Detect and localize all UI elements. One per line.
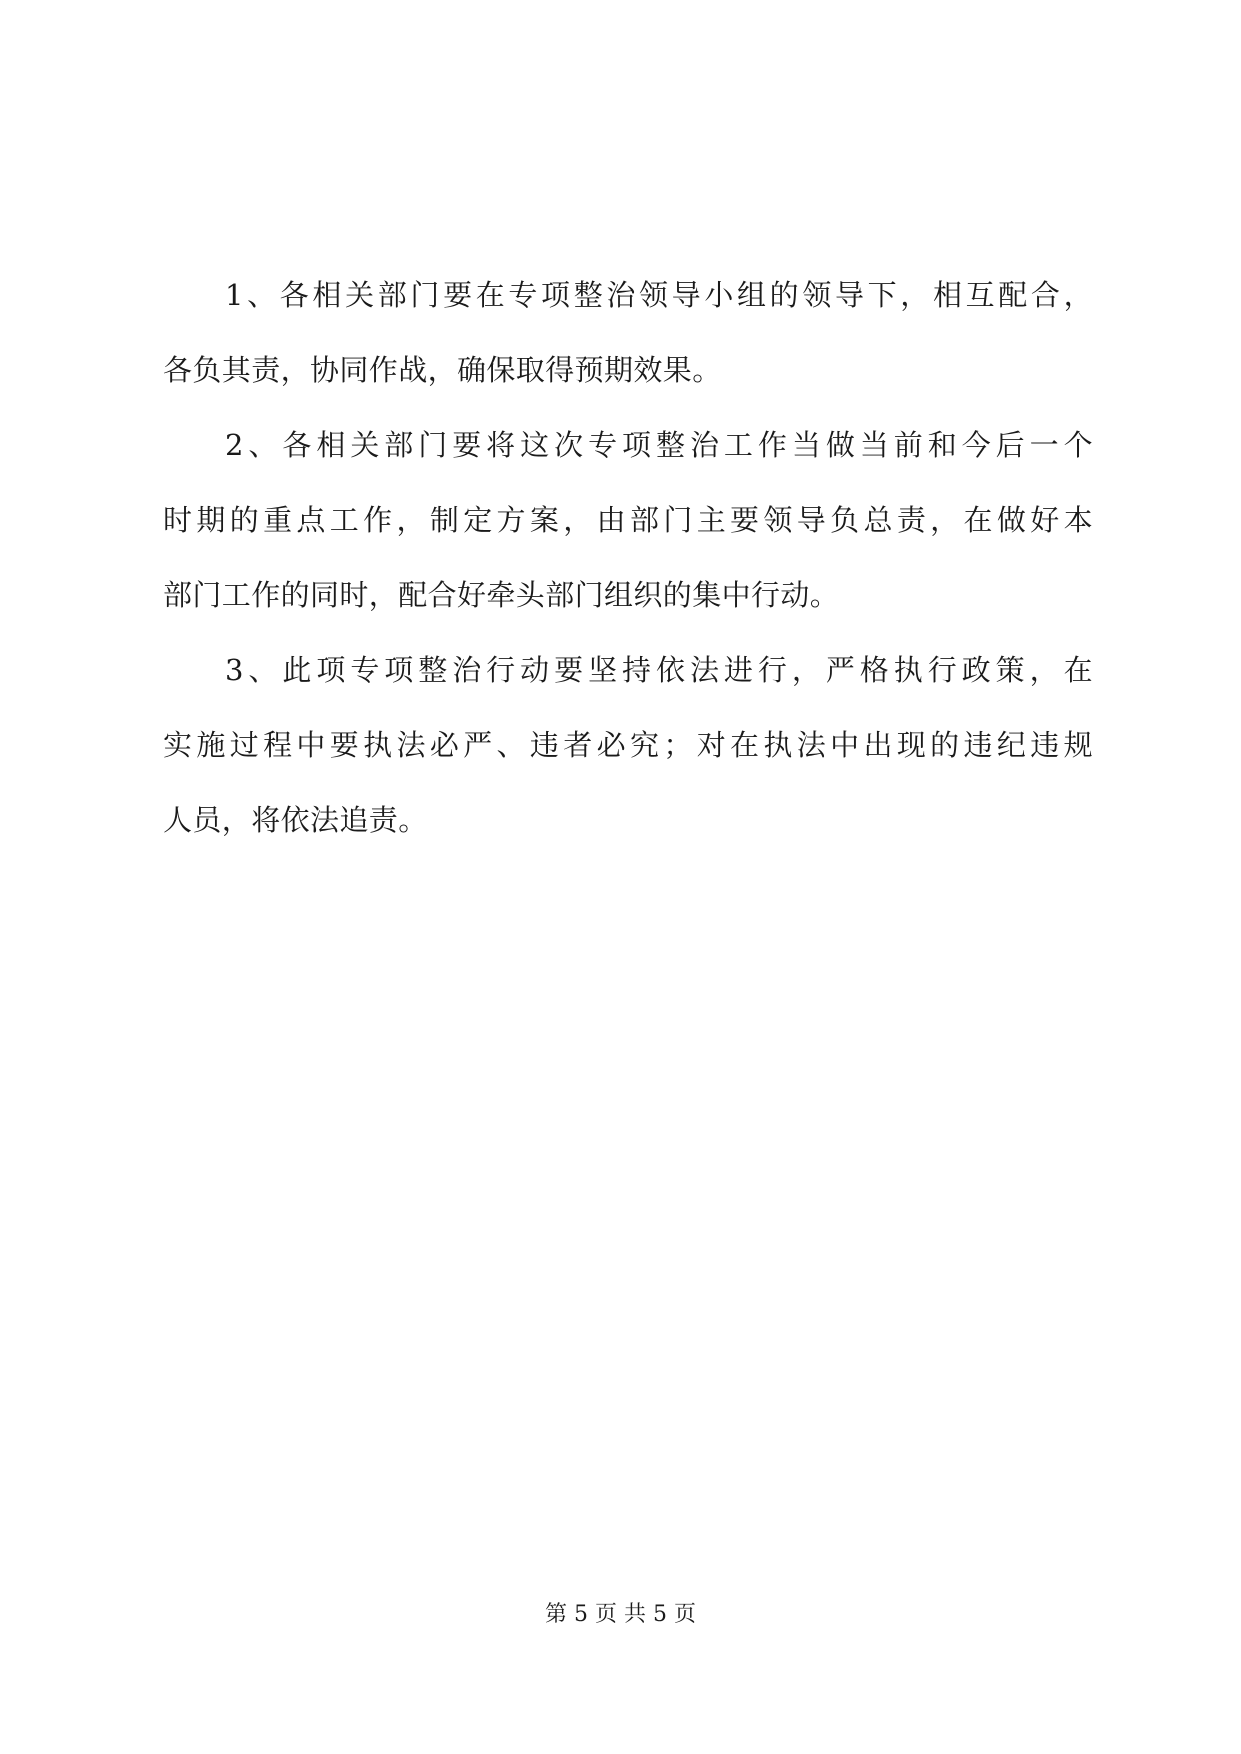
paragraph-line: 各负其责，协同作战，确保取得预期效果。 — [163, 353, 722, 387]
paragraph-line: 3、此项专项整治行动要坚持依法进行，严格执行政策，在 — [225, 653, 1093, 687]
document-body — [163, 258, 1093, 858]
paragraph-line: 部门工作的同时，配合好牵头部门组织的集中行动。 — [163, 578, 840, 612]
paragraph-1 — [163, 258, 1093, 408]
paragraph-line: 2、各相关部门要将这次专项整治工作当做当前和今后一个 — [225, 428, 1093, 462]
paragraph-line: 人员，将依法追责。 — [163, 803, 428, 837]
paragraph-3 — [163, 633, 1093, 858]
page-number-footer: 第 5 页 共 5 页 — [545, 1602, 696, 1627]
paragraph-line: 1、各相关部门要在专项整治领导小组的领导下，相互配合， — [225, 278, 1093, 312]
paragraph-2 — [163, 408, 1093, 633]
paragraph-line: 实施过程中要执法必严、违者必究；对在执法中出现的违纪违规 — [163, 728, 1093, 762]
paragraph-line: 时期的重点工作，制定方案，由部门主要领导负总责，在做好本 — [163, 503, 1093, 537]
